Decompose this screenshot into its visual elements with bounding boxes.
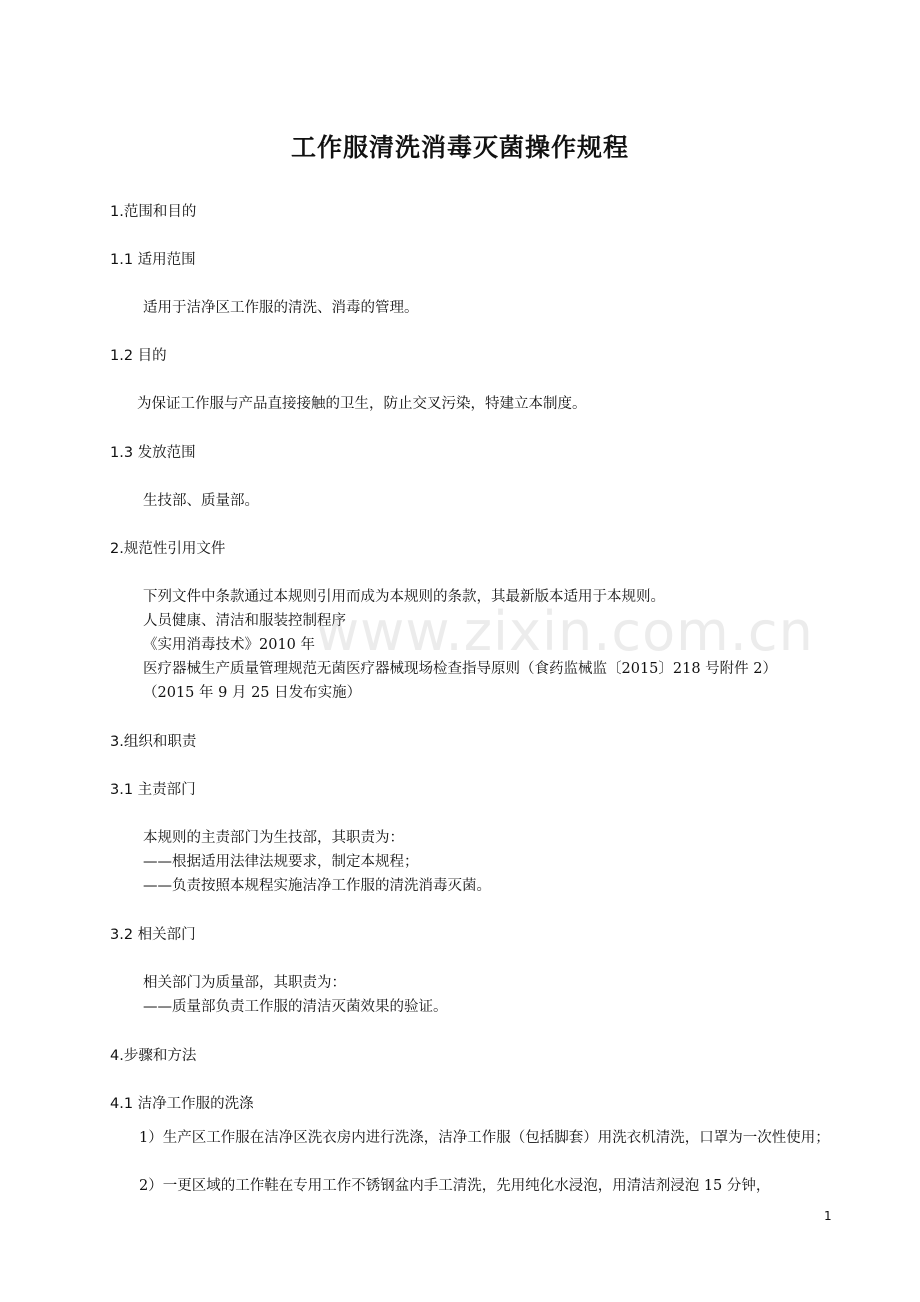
main-department-line: ——负责按照本规程实施洁净工作服的清洗消毒灭菌。 bbox=[143, 878, 491, 894]
washing-paragraph-2: 2）一更区域的工作鞋在专用工作不锈钢盆内手工清洗，先用纯化水浸泡，用清洁剂浸泡 15 分钟， bbox=[139, 1178, 771, 1194]
related-department-line: ——质量部负责工作服的清洁灭菌效果的验证。 bbox=[143, 999, 448, 1015]
heading-applicable-scope: 1.1 适用范围 bbox=[110, 252, 196, 268]
purpose-text: 为保证工作服与产品直接接触的卫生，防止交叉污染，特建立本制度。 bbox=[137, 396, 587, 412]
reference-line: 《实用消毒技术》2010 年 bbox=[143, 637, 316, 653]
heading-distribution: 1.3 发放范围 bbox=[110, 445, 196, 461]
distribution-text: 生技部、质量部。 bbox=[143, 493, 259, 509]
heading-scope-purpose: 1.范围和目的 bbox=[110, 204, 197, 220]
main-department-line: ——根据适用法律法规要求，制定本规程； bbox=[143, 854, 419, 870]
page-number: 1 bbox=[824, 1209, 832, 1223]
reference-line: 下列文件中条款通过本规则引用而成为本规则的条款，其最新版本适用于本规则。 bbox=[143, 589, 665, 605]
heading-related-department: 3.2 相关部门 bbox=[110, 927, 196, 943]
reference-line: 人员健康、清洁和服装控制程序 bbox=[143, 613, 346, 629]
heading-purpose: 1.2 目的 bbox=[110, 348, 167, 364]
heading-steps-methods: 4.步骤和方法 bbox=[110, 1048, 197, 1064]
reference-line: 医疗器械生产质量管理规范无菌医疗器械现场检查指导原则（食药监械监〔2015〕218 号附件 2） bbox=[143, 661, 778, 677]
reference-line: （2015 年 9 月 25 日发布实施） bbox=[143, 685, 362, 701]
main-department-line: 本规则的主责部门为生技部，其职责为： bbox=[143, 830, 404, 846]
heading-main-department: 3.1 主责部门 bbox=[110, 782, 196, 798]
heading-clean-workwear-washing: 4.1 洁净工作服的洗涤 bbox=[110, 1096, 254, 1112]
document-title: 工作服清洗消毒灭菌操作规程 bbox=[290, 133, 629, 162]
heading-references: 2.规范性引用文件 bbox=[110, 541, 226, 557]
watermark: www.zixin.com.cn bbox=[315, 600, 814, 663]
washing-paragraph-1: 1）生产区工作服在洁净区洗衣房内进行洗涤，洁净工作服（包括脚套）用洗衣机清洗，口罩为一次性使用； bbox=[139, 1130, 830, 1146]
heading-organization: 3.组织和职责 bbox=[110, 734, 197, 750]
related-department-line: 相关部门为质量部，其职责为： bbox=[143, 975, 346, 991]
applicable-scope-text: 适用于洁净区工作服的清洗、消毒的管理。 bbox=[143, 300, 419, 316]
